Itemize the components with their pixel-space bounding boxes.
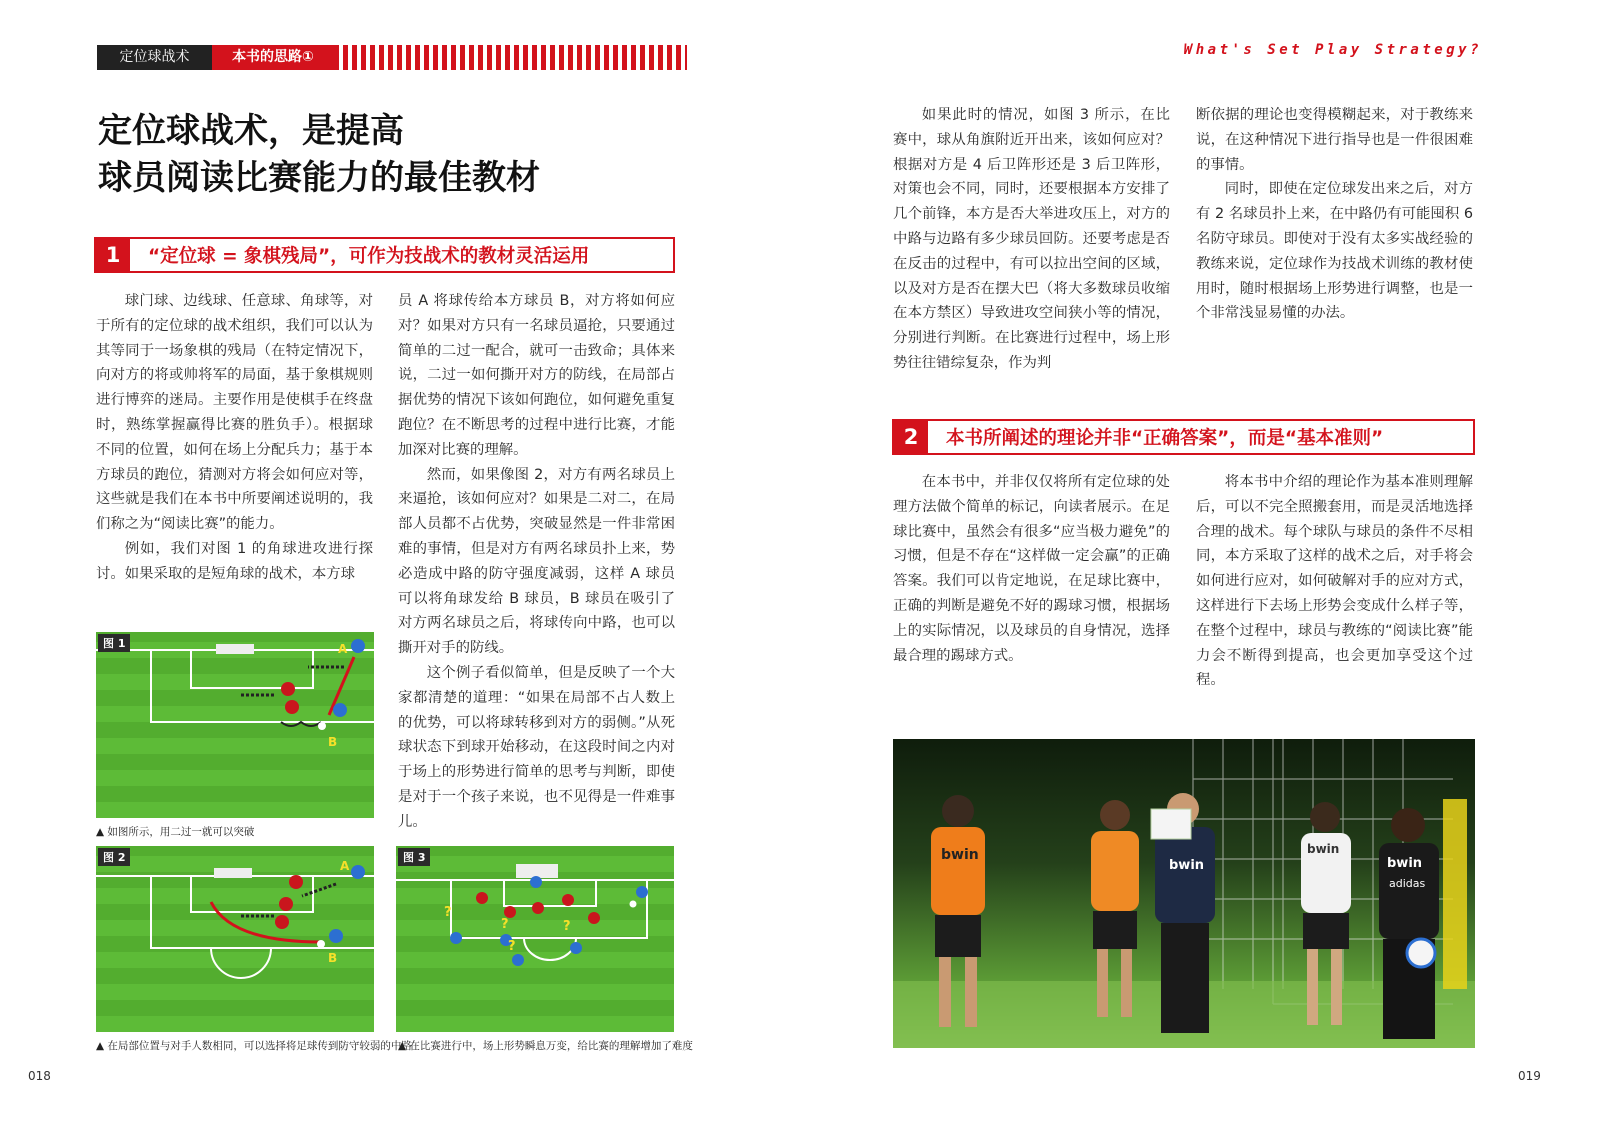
- paragraph: 例如，我们对图 1 的角球进攻进行探讨。如果采取的是短角球的战术，本方球: [96, 540, 373, 582]
- sponsor-logo: bwin: [1307, 842, 1340, 856]
- ball: [317, 940, 325, 948]
- text-column-2: [398, 289, 675, 835]
- figure-3-diagram: [396, 846, 674, 1032]
- sponsor-logo: bwin: [1387, 856, 1423, 871]
- player-blue: [329, 929, 343, 943]
- marker-b: B: [328, 951, 338, 965]
- cross-arrow: [211, 902, 321, 942]
- figure-2-label: 图 2: [98, 848, 130, 866]
- player-black-kit: [1379, 808, 1439, 1039]
- section-2-number: 2: [894, 421, 928, 453]
- player-blue: [450, 932, 462, 944]
- section-2-heading: [892, 419, 1475, 455]
- run-arrow: [302, 884, 336, 896]
- figure-2-caption: ▲ 在局部位置与对手人数相同，可以选择将足球传到防守较弱的中路: [96, 1040, 412, 1052]
- page-number-right: 019: [1518, 1069, 1541, 1083]
- ball: [318, 722, 326, 730]
- goal-area: [504, 880, 596, 906]
- penalty-arc: [211, 948, 271, 978]
- goalkeeper: [530, 876, 542, 888]
- player-red: [285, 700, 299, 714]
- chapter-header-bar: [97, 45, 687, 70]
- header-stripes: [334, 45, 687, 70]
- headline-line-1: 定位球战术，是提高: [98, 111, 404, 151]
- chapter-category: 定位球战术: [97, 45, 212, 70]
- goal-area: [191, 650, 313, 688]
- figure-3-label: 图 3: [398, 848, 430, 866]
- section-1-heading: [94, 237, 675, 273]
- penalty-arc: [524, 938, 576, 960]
- figure-1-pitch: [96, 632, 374, 818]
- player-red: [588, 912, 600, 924]
- goal-net: [214, 868, 252, 878]
- text-column-3: [893, 103, 1170, 376]
- player-blue: [351, 639, 365, 653]
- question-mark: ?: [501, 917, 509, 932]
- football: [1407, 939, 1435, 967]
- page-headline: [98, 108, 540, 202]
- section-1-title: “定位球 = 象棋残局”，可作为技战术的教材灵活运用: [148, 246, 590, 267]
- marker-a: A: [338, 642, 348, 656]
- section-2-title: 本书所阐述的理论并非“正确答案”，而是“基本准则”: [946, 428, 1384, 449]
- goal-net: [216, 644, 254, 654]
- training-photo: [893, 739, 1475, 1048]
- player-red: [281, 682, 295, 696]
- player-blue: [351, 865, 365, 879]
- paragraph: 同时，即使在定位球发出来之后，对方有 2 名球员扑上来，在中路仍有可能囤积 6 名防守球员。即使对于没有太多实战经验的教练来说，定位球作为技战术训练的教材使用时，随时根据场上形势进行调整，也是一个非常浅显易懂的办法。: [1196, 181, 1473, 322]
- player-blue: [512, 954, 524, 966]
- sponsor-logo: bwin: [1169, 858, 1205, 873]
- figure-2-diagram: [96, 846, 374, 1032]
- brand-logo: adidas: [1389, 877, 1426, 890]
- player-blue: [636, 886, 648, 898]
- figure-1-label: 图 1: [98, 634, 130, 652]
- figure-3-pitch: [396, 846, 674, 1032]
- player-blue: [333, 703, 347, 717]
- paragraph: 将本书中介绍的理论作为基本准则理解后，可以不完全照搬套用，而是灵活地选择合理的战术。每个球队与球员的条件不尽相同，本方采取了这样的战术之后，对手将会如何进行应对，如何破解对手的应对方式，这样进行下去场上形势会变成什么样子等，在整个过程中，球员与教练的“阅读比赛”能力会不断得到提高，也会更加享受这个过程。: [1196, 474, 1473, 689]
- player-red: [279, 897, 293, 911]
- figure-2-pitch: [96, 846, 374, 1032]
- text-column-5: [893, 470, 1170, 668]
- goal-net: [516, 864, 558, 878]
- text-column-1: [96, 289, 373, 587]
- text-column-4: [1196, 103, 1473, 326]
- figure-3-caption: ▲ 在比赛进行中，场上形势瞬息万变，给比赛的理解增加了难度: [398, 1040, 693, 1052]
- page-number-left: 018: [28, 1069, 51, 1083]
- player-red: [562, 894, 574, 906]
- tactics-board: [1151, 809, 1191, 839]
- english-running-title: What's Set Play Strategy?: [1183, 42, 1482, 58]
- question-mark: ?: [563, 919, 571, 934]
- paragraph: 这个例子看似简单，但是反映了一个大家都清楚的道理：“如果在局部不占人数上的优势，可以将球转移到对方的弱侧。”从死球状态下到球开始移动，在这段时间之内对于场上的形势进行简单的思考与判断，即使是对于一个孩子来说，也不见得是一件难事儿。: [398, 664, 675, 830]
- paragraph: 在本书中，并非仅仅将所有定位球的处理方法做个简单的标记，向读者展示。在足球比赛中，虽然会有很多“应当极力避免”的习惯，但是不存在“这样做一定会赢”的正确答案。我们可以肯定地说，在足球比赛中，正确的判断是避免不好的踢球习惯，根据场上的实际情况，以及球员的自身情况，选择最合理的踢球方式。: [893, 474, 1170, 664]
- question-mark: ?: [444, 905, 452, 920]
- figure-1-diagram: [96, 632, 374, 818]
- training-mannequin: [1443, 799, 1467, 989]
- figure-1-caption: ▲ 如图所示，用二过一就可以突破: [96, 826, 255, 838]
- player-blue: [570, 942, 582, 954]
- question-mark: ?: [508, 939, 516, 954]
- ball: [630, 901, 637, 908]
- player-red: [532, 902, 544, 914]
- player-red: [289, 875, 303, 889]
- training-photo-illustration: [893, 739, 1475, 1048]
- sponsor-logo: bwin: [941, 847, 979, 863]
- paragraph-continued: 员 A 将球传给本方球员 B，对方将如何应对？如果对方只有一名球员逼抢，只要通过简单的二过一配合，就可一击致命；具体来说，二过一如何撕开对方的防线，在局部占据优势的情况下该如何跑位，如何避免重复跑位？在不断思考的过程中进行比赛，才能加深对比赛的理解。: [398, 293, 675, 458]
- marker-b: B: [328, 735, 338, 749]
- paragraph: 球门球、边线球、任意球、角球等，对于所有的定位球的战术组织，我们可以认为其等同于一场象棋的残局（在特定情况下，向对方的将或帅将军的局面，基于象棋规则进行博弈的迷局。主要作用是使棋手在终盘时，熟练掌握赢得比赛的胜负手）。根据球不同的位置，如何在场上分配兵力；基于本方球员的跑位，猜测对方将会如何应对等，这些就是我们在本书中所要阐述说明的，我们称之为“阅读比赛”的能力。: [96, 293, 373, 533]
- paragraph-continued: 断依据的理论也变得模糊起来，对于教练来说，在这种情况下进行指导也是一件很困难的事情。: [1196, 107, 1473, 173]
- player-red: [275, 915, 289, 929]
- section-1-number: 1: [96, 239, 130, 271]
- paragraph: 然而，如果像图 2，对方有两名球员上来逼抢，该如何应对？如果是二对二，在局部人员都不占优势，突破显然是一件非常困难的事情，但是对方有两名球员扑上来，势必造成中路的防守强度减弱，这样 A 球员可以将角球发给 B 球员，B 球员在吸引了对方两名球员之后，将球传向中路，也可以撕开对手的防线。: [398, 466, 675, 657]
- headline-line-2: 球员阅读比赛能力的最佳教材: [98, 158, 540, 198]
- paragraph: 如果此时的情况，如图 3 所示，在比赛中，球从角旗附近开出来，该如何应对？根据对方是 4 后卫阵形还是 3 后卫阵形，对策也会不同，同时，还要根据本方安排了几个前锋，本方是否大举进攻压上，对方的中路与边路有多少球员回防。还要考虑是否在反击的过程中，有可以拉出空间的区域，以及对方是否在摆大巴（将大多数球员收缩在本方禁区）导致进攻空间狭小等的情况，分别进行判断。在比赛进行过程中，场上形势往往错综复杂，作为判: [893, 107, 1170, 371]
- marker-a: A: [340, 859, 350, 873]
- chapter-section: 本书的思路①: [212, 45, 334, 70]
- player-red: [476, 892, 488, 904]
- text-column-6: [1196, 470, 1473, 693]
- penalty-box: [451, 880, 647, 938]
